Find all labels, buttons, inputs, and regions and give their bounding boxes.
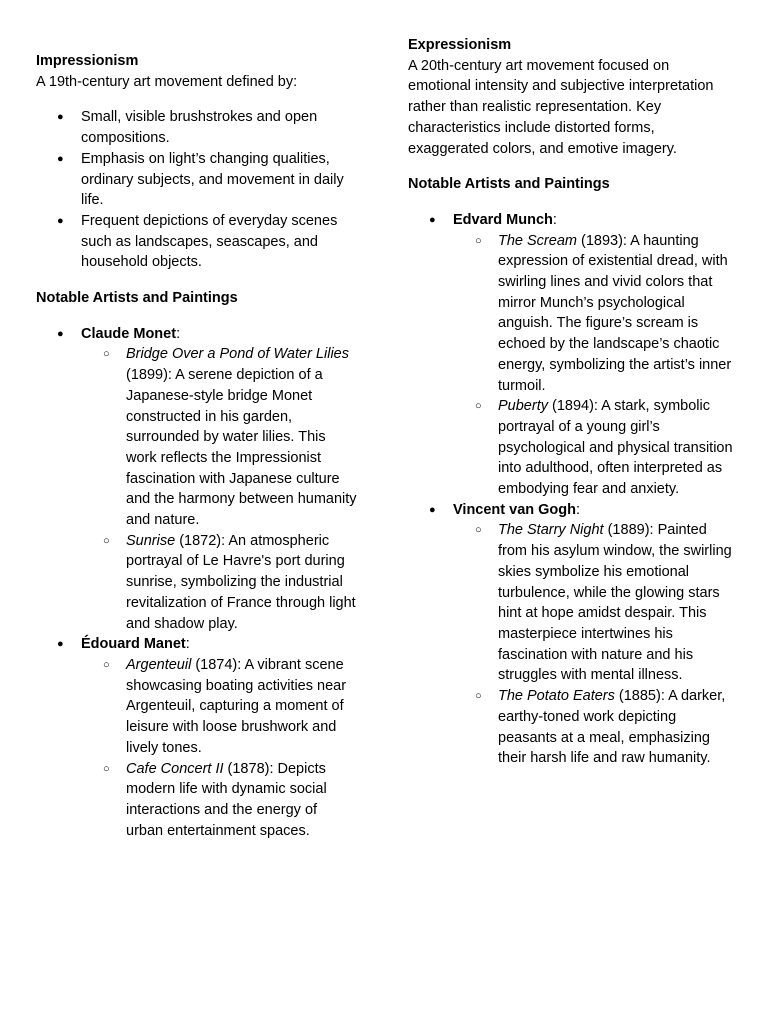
impressionism-intro: A 19th-century art movement defined by: [36,73,298,90]
impressionism-section [36,51,358,841]
artist-item: ● Edvard Munch: ○ The Scream (1893): A haunting expression of existential dread, with swirling lines and vivid colors that mirror Munch’s psychological anguish. The figure’s scream is echoed by the landscape’s chaotic energy, symbolizing the artist’s inner turmoil. ○ Puberty (1894): A stark, symbolic portrayal of a young girl’s psychological and physical transition into adulthood, often interpreted as embodying fear and anxiety. [408,210,733,500]
impressionism-features-list [36,107,358,273]
works-list [453,231,733,500]
work-item [81,344,358,530]
work-title: Sunrise [126,532,176,549]
work-title: Puberty [498,398,548,415]
work-description: (1885): A darker, earthy-toned work depicting peasants at a meal, emphasizing their harsh life and raw humanity. [498,688,726,767]
work-item [453,231,733,397]
work-title: Cafe Concert II [126,760,224,777]
expressionism-artists-heading: Notable Artists and Paintings [408,176,610,193]
artist-name: Claude Monet [81,325,177,342]
list-item: ● Small, visible brushstrokes and open compositions. [36,107,358,148]
work-description: (1893): A haunting expression of existential dread, with swirling lines and vivid colors that mirror Munch’s psychological anguish. The figure’s scream is echoed by the landscape’s chaotic energy, symbolizing the artist’s inner turmoil. [498,232,732,394]
work-title: Bridge Over a Pond of Water Lilies [126,346,349,363]
expressionism-section [408,35,733,769]
work-description: (1878): Depicts modern life with dynamic social interactions and the energy of urban entertainment spaces. [126,760,327,839]
work-item [453,520,733,686]
impressionism-artists-list [36,324,358,842]
artist-item: ● Claude Monet: ○ Bridge Over a Pond of Water Lilies (1899): A serene depiction of a Japanese-style bridge Monet constructed in his garden, surrounded by water lilies. This work reflects the Impressionist fascination with Japanese culture and the harmony between humanity and nature. ○ Sunrise (1872): An atmospheric portrayal of Le Havre's port during sunrise, symbolizing the industrial revitalization of France through light and shadow play. [36,324,358,635]
work-item [453,686,733,769]
artist-name: Edvard Munch [453,211,553,228]
work-item [453,396,733,500]
list-item: ● Frequent depictions of everyday scenes such as landscapes, seascapes, and household objects. [36,211,358,273]
work-item [81,655,358,759]
work-item [81,531,358,635]
work-title: The Potato Eaters [498,688,615,705]
work-description: (1894): A stark, symbolic portrayal of a young girl’s psychological and physical transition into adulthood, often interpreted as embodying fear and anxiety. [498,398,733,498]
work-description: (1889): Painted from his asylum window, the swirling skies symbolize his emotional turbulence, while the glowing stars hint at hope amidst despair. This masterpiece intertwines his fascination with nature and his struggles with mental illness. [498,522,732,684]
artist-name: Édouard Manet [81,636,186,653]
work-description: (1899): A serene depiction of a Japanese-style bridge Monet constructed in his garden, surrounded by water lilies. This work reflects the Impressionist fascination with Japanese culture and the harmony between humanity and nature. [126,367,357,529]
work-description: (1872): An atmospheric portrayal of Le Havre's port during sunrise, symbolizing the industrial revitalization of France through light and shadow play. [126,532,356,632]
works-list [81,344,358,634]
artist-item: ● Vincent van Gogh: ○ The Starry Night (1889): Painted from his asylum window, the swirling skies symbolize his emotional turbulence, while the glowing stars hint at hope amidst despair. This masterpiece intertwines his fascination with nature and his struggles with mental illness. ○ The Potato Eaters (1885): A darker, earthy-toned work depicting peasants at a meal, emphasizing their harsh life and raw humanity. [408,500,733,769]
work-description: (1874): A vibrant scene showcasing boating activities near Argenteuil, capturing a moment of leisure with loose brushwork and lively tones. [126,656,347,756]
impressionism-title: Impressionism [36,53,139,69]
list-item: ● Emphasis on light’s changing qualities, ordinary subjects, and movement in daily life. [36,149,358,211]
works-list [81,655,358,841]
artist-item: ● Édouard Manet: ○ Argenteuil (1874): A vibrant scene showcasing boating activities near Argenteuil, capturing a moment of leisure with loose brushwork and lively tones. ○ Cafe Concert II (1878): Depicts modern life with dynamic social interactions and the energy of urban entertainment spaces. [36,634,358,841]
artist-name: Vincent van Gogh [453,501,577,518]
work-title: Argenteuil [126,656,192,673]
expressionism-title: Expressionism [408,37,512,53]
work-title: The Starry Night [498,522,604,539]
works-list [453,520,733,768]
impressionism-artists-heading: Notable Artists and Paintings [36,290,238,307]
expressionism-artists-list [408,210,733,769]
work-item [81,759,358,842]
expressionism-intro: A 20th-century art movement focused on emotional intensity and subjective interpretation rather than realistic representation. Key characteristics include distorted forms, exaggerated colors, and emotive imagery. [408,57,714,157]
work-title: The Scream [498,232,577,249]
